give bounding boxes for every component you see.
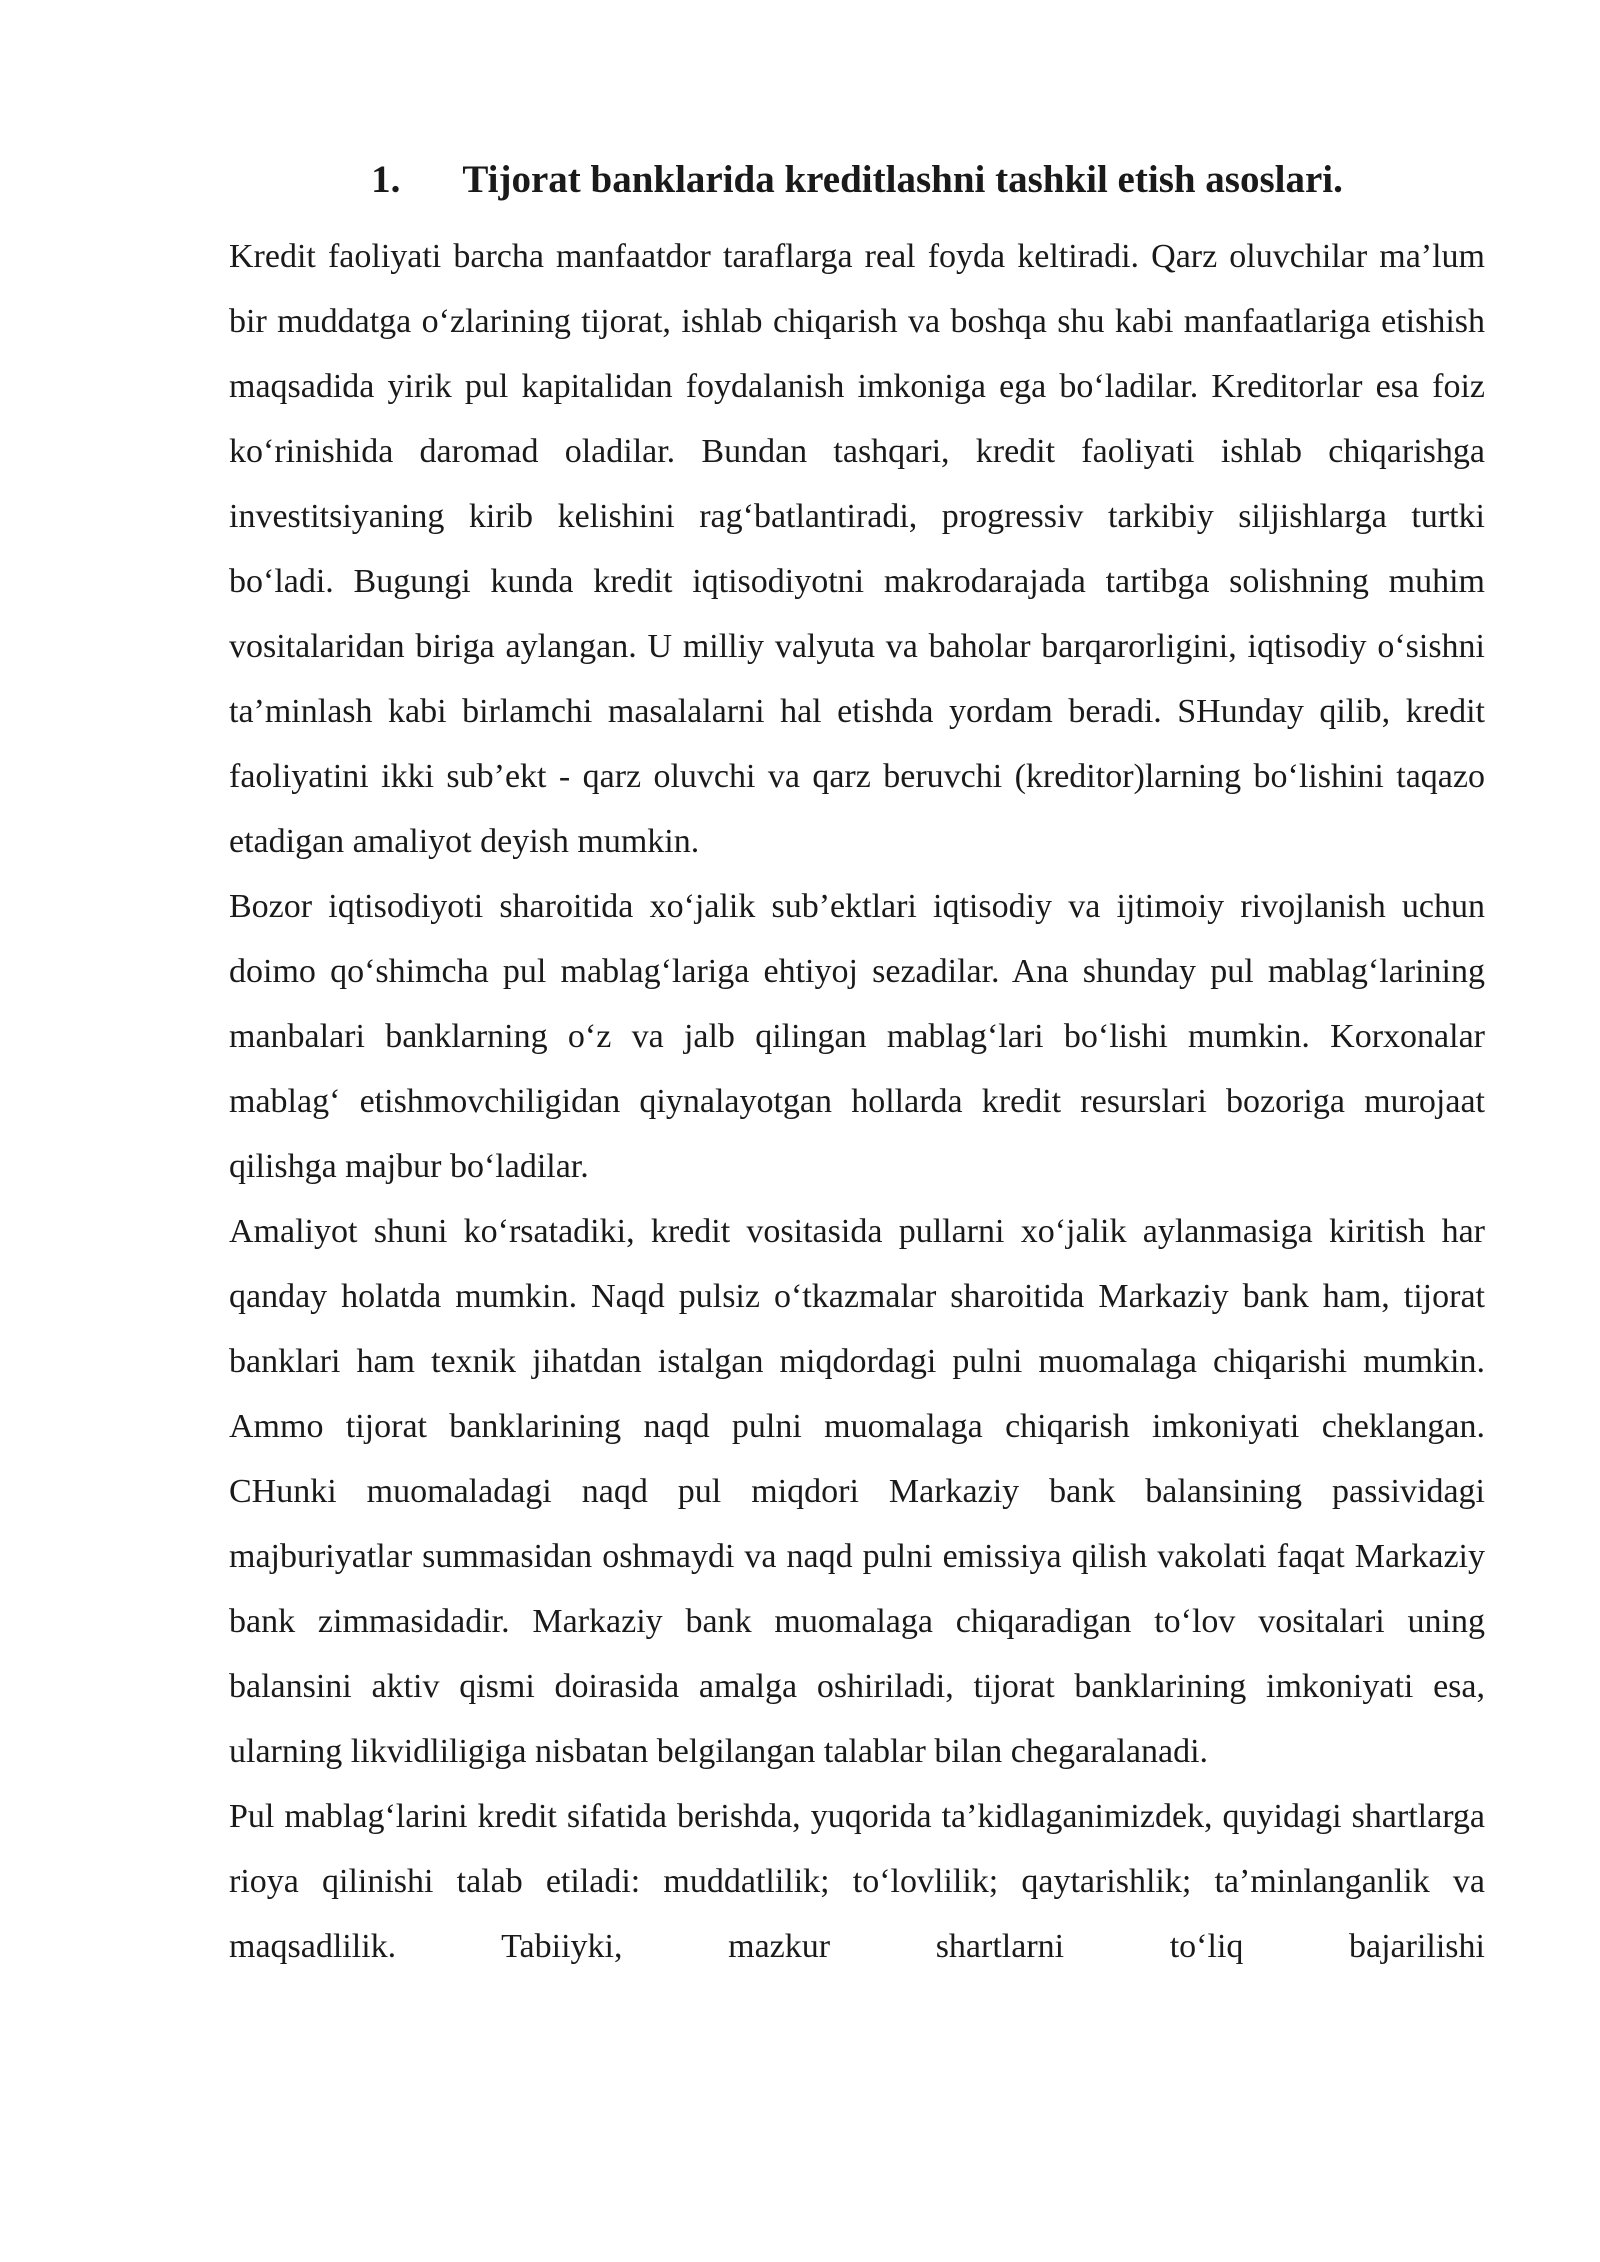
page-content <box>229 150 1485 1979</box>
section-heading <box>229 150 1485 210</box>
paragraph-3: Amaliyot shuni ko‘rsatadiki, kredit vositasida pullarni xo‘jalik aylanmasiga kiritish har qanday holatda mumkin. Naqd pulsiz o‘tkazmalar sharoitida Markaziy bank ham, tijorat banklari ham texnik jihatdan istalgan miqdordagi pulni muomalaga chiqarishi mumkin. Ammo tijorat banklarining naqd pulni muomalaga chiqarish imkoniyati cheklangan. CHunki muomaladagi naqd pul miqdori Markaziy bank balansining passividagi majburiyatlar summasidan oshmaydi va naqd pulni emissiya qilish vakolati faqat Markaziy bank zimmasidadir. Markaziy bank muomalaga chiqaradigan to‘lov vositalari uning balansini aktiv qismi doirasida amalga oshiriladi, tijorat banklarining imkoniyati esa, ularning likvidliligiga nisbatan belgilangan talablar bilan chegaralanadi. <box>229 1213 1485 1770</box>
paragraph-4: Pul mablag‘larini kredit sifatida berishda, yuqorida ta’kidlaganimizdek, quyidagi shartlarga rioya qilinishi talab etiladi: muddatlilik; to‘lovlilik; qaytarishlik; ta’minlanganlik va maqsadlilik. Tabiiyki, mazkur shartlarni to‘liq bajarilishi <box>229 1798 1485 1965</box>
paragraph-1: Kredit faoliyati barcha manfaatdor taraflarga real foyda keltiradi. Qarz oluvchilar ma’lum bir muddatga o‘zlarining tijorat, ishlab chiqarish va boshqa shu kabi manfaatlariga etishish maqsadida yirik pul kapitalidan foydalanish imkoniga ega bo‘ladilar. Kreditorlar esa foiz ko‘rinishida daromad oladilar. Bundan tashqari, kredit faoliyati ishlab chiqarishga investitsiyaning kirib kelishini rag‘batlantiradi, progressiv tarkibiy siljishlarga turtki bo‘ladi. Bugungi kunda kredit iqtisodiyotni makrodarajada tartibga solishning muhim vositalaridan biriga aylangan. U milliy valyuta va baholar barqarorligini, iqtisodiy o‘sishni ta’minlash kabi birlamchi masalalarni hal etishda yordam beradi. SHunday qilib, kredit faoliyatini ikki sub’ekt - qarz oluvchi va qarz beruvchi (kreditor)larning bo‘lishini taqazo etadigan amaliyot deyish mumkin. <box>229 238 1485 860</box>
paragraph-2: Bozor iqtisodiyoti sharoitida xo‘jalik sub’ektlari iqtisodiy va ijtimoiy rivojlanish uchun doimo qo‘shimcha pul mablag‘lariga ehtiyoj sezadilar. Ana shunday pul mablag‘larining manbalari banklarning o‘z va jalb qilingan mablag‘lari bo‘lishi mumkin. Korxonalar mablag‘ etishmovchiligidan qiynalayotgan hollarda kredit resurslari bozoriga murojaat qilishga majbur bo‘ladilar. <box>229 888 1485 1185</box>
section-number: 1. <box>371 158 401 201</box>
section-title: Tijorat banklarida kreditlashni tashkil etish asoslari. <box>462 158 1343 201</box>
